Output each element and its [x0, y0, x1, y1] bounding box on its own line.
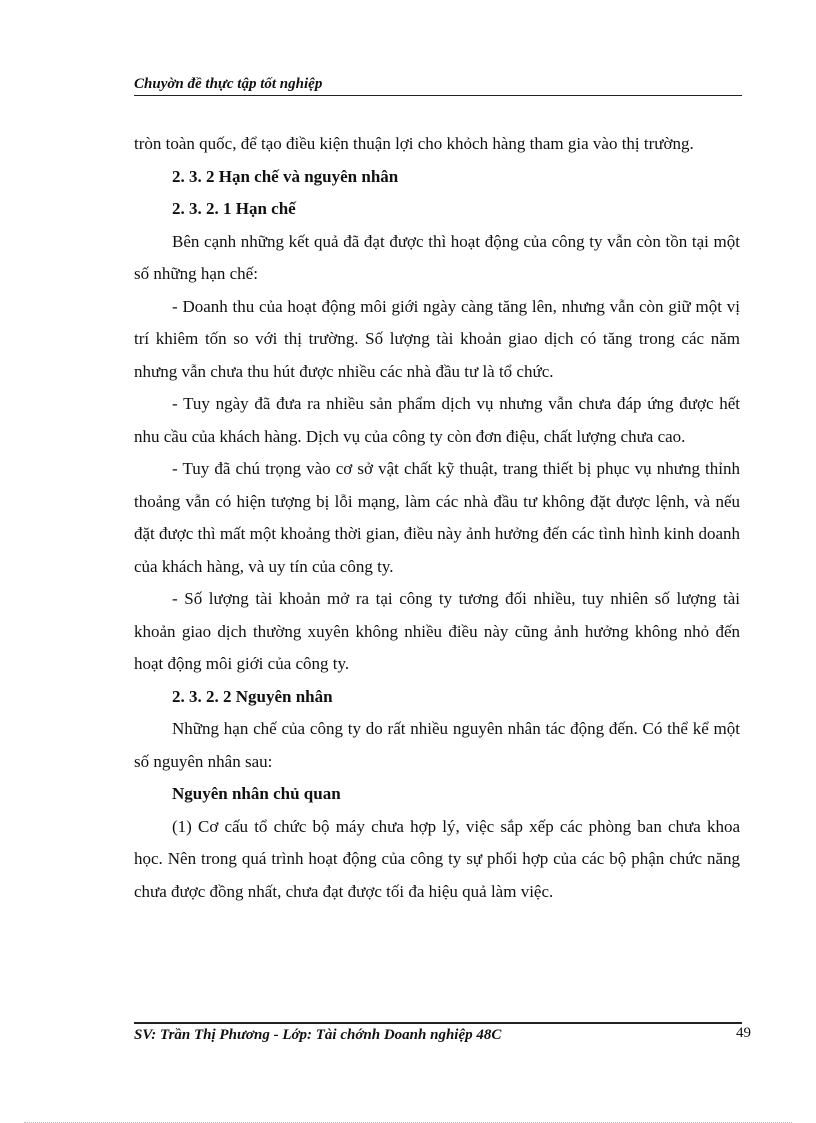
subsection-heading-limitations: 2. 3. 2. 1 Hạn chế — [172, 199, 296, 218]
paragraph-continuation: tròn toàn quốc, để tạo điều kiện thuận lợi cho khỏch hàng tham gia vào thị trường. — [134, 134, 694, 153]
paragraph: Những hạn chế của công ty do rất nhiều nguyên nhân tác động đến. Có thể kể một số nguyên nhân sau: — [134, 719, 740, 771]
page-header: Chuyờn đề thực tập tốt nghiệp — [134, 76, 742, 96]
subjective-causes-heading: Nguyên nhân chủ quan — [172, 784, 341, 803]
numbered-paragraph: (1) Cơ cấu tổ chức bộ máy chưa hợp lý, việc sắp xếp các phòng ban chưa khoa học. Nên trong quá trình hoạt động của công ty sự phối hợp của các bộ phận chức năng chưa được đồng nhất, chưa đạt được tối đa hiệu quả làm việc. — [134, 816, 740, 901]
subsection-heading-causes: 2. 3. 2. 2 Nguyên nhân — [172, 686, 333, 706]
bullet-paragraph: - Số lượng tài khoản mở ra tại công ty tương đối nhiều, tuy nhiên số lượng tài khoản giao dịch thường xuyên không nhiều điều này cũng ảnh hưởng không nhỏ đến hoạt động môi giới của công ty. — [134, 589, 740, 673]
bullet-paragraph: - Tuy đã chú trọng vào cơ sở vật chất kỹ thuật, trang thiết bị phục vụ nhưng thỉnh thoảng vẫn có hiện tượng bị lỗi mạng, làm các nhà đầu tư không đặt được lệnh, và nếu đặt được thì mất một khoảng thời gian, điều này ảnh hưởng đến các tình hình kinh doanh của khách hàng, và uy tín của công ty. — [134, 459, 740, 576]
footer-divider — [134, 1022, 742, 1024]
page-footer: SV: Trần Thị Phương - Lớp: Tài chớnh Doanh nghiệp 48C — [134, 1027, 502, 1043]
bullet-paragraph: - Doanh thu của hoạt động môi giới ngày càng tăng lên, nhưng vẫn còn giữ một vị trí khiêm tốn so với thị trường. Số lượng tài khoản giao dịch có tăng trong các năm nhưng vẫn chưa thu hút được nhiều các nhà đầu tư là tổ chức. — [134, 296, 740, 381]
document-body — [134, 128, 740, 908]
bullet-paragraph: - Tuy ngày đã đưa ra nhiều sản phẩm dịch vụ nhưng vẫn chưa đáp ứng được hết nhu cầu của khách hàng. Dịch vụ của công ty còn đơn điệu, chất lượng chưa cao. — [134, 394, 740, 446]
section-heading: 2. 3. 2 Hạn chế và nguyên nhân — [172, 166, 399, 186]
paragraph: Bên cạnh những kết quả đã đạt được thì hoạt động của công ty vẫn còn tồn tại một số những hạn chế: — [134, 231, 740, 283]
page-number: 49 — [736, 1025, 751, 1041]
